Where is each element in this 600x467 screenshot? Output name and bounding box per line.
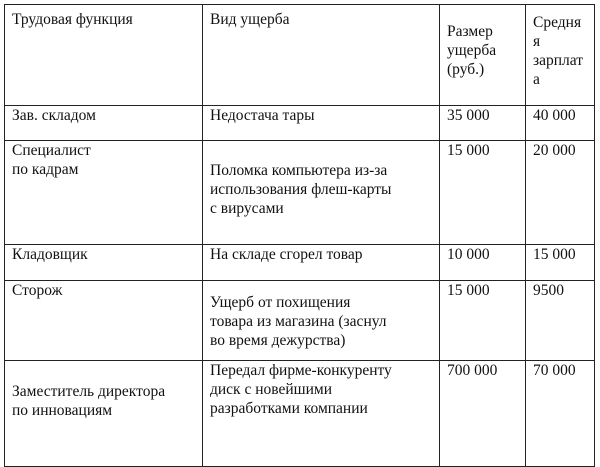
- damage-type-text: Недостача тары: [210, 107, 315, 124]
- cell-function: [5, 361, 203, 467]
- cell-function: [5, 141, 203, 245]
- table-row: [5, 245, 595, 281]
- cell-salary: [526, 281, 595, 361]
- damage-type-text: Поломка компьютера из-за использования флеш-карты с вирусами: [210, 162, 392, 217]
- salary-text: 15 000: [533, 246, 576, 263]
- salary-text: 40 000: [533, 107, 576, 124]
- cell-salary: [526, 245, 595, 281]
- damage-type-text: Ущерб от похищения товара из магазина (заснул во время дежурства): [210, 294, 387, 349]
- cell-function: [5, 245, 203, 281]
- cell-salary: [526, 361, 595, 467]
- cell-damage-type: [203, 141, 440, 245]
- cell-damage-type: [203, 106, 440, 141]
- salary-text: 20 000: [533, 142, 576, 159]
- amount-text: 700 000: [447, 362, 498, 379]
- header-amount: Размер ущерба (руб.): [447, 23, 497, 78]
- header-function: Трудовая функция: [12, 11, 133, 28]
- amount-text: 15 000: [447, 282, 490, 299]
- function-text: Заместитель директора по инновациям: [12, 383, 166, 419]
- cell-damage-type: [203, 245, 440, 281]
- table-row: [5, 361, 595, 467]
- function-text: Зав. складом: [12, 107, 96, 124]
- amount-text: 15 000: [447, 142, 490, 159]
- header-cell-damage-type: [203, 5, 440, 106]
- table-header-row: [5, 5, 595, 106]
- header-damage-type: Вид ущерба: [210, 11, 290, 28]
- table-row: [5, 106, 595, 141]
- cell-amount: [440, 141, 526, 245]
- salary-text: 9500: [533, 282, 564, 299]
- cell-damage-type: [203, 361, 440, 467]
- cell-salary: [526, 141, 595, 245]
- damage-type-text: На складе сгорел товар: [210, 246, 363, 263]
- damage-table: [4, 4, 595, 467]
- header-salary: Средня я зарплат а: [533, 14, 584, 87]
- cell-amount: [440, 361, 526, 467]
- amount-text: 10 000: [447, 246, 490, 263]
- cell-function: [5, 106, 203, 141]
- cell-salary: [526, 106, 595, 141]
- header-cell-salary: [526, 5, 595, 106]
- function-text: Сторож: [12, 282, 63, 299]
- function-text: Специалист по кадрам: [12, 142, 91, 178]
- damage-type-text: Передал фирме-конкуренту диск с новейшими разработками компании: [210, 362, 392, 417]
- function-text: Кладовщик: [12, 246, 88, 263]
- table-row: [5, 141, 595, 245]
- table-row: [5, 281, 595, 361]
- salary-text: 70 000: [533, 362, 576, 379]
- cell-amount: [440, 106, 526, 141]
- amount-text: 35 000: [447, 107, 490, 124]
- cell-amount: [440, 245, 526, 281]
- cell-amount: [440, 281, 526, 361]
- header-cell-amount: [440, 5, 526, 106]
- cell-damage-type: [203, 281, 440, 361]
- header-cell-function: [5, 5, 203, 106]
- cell-function: [5, 281, 203, 361]
